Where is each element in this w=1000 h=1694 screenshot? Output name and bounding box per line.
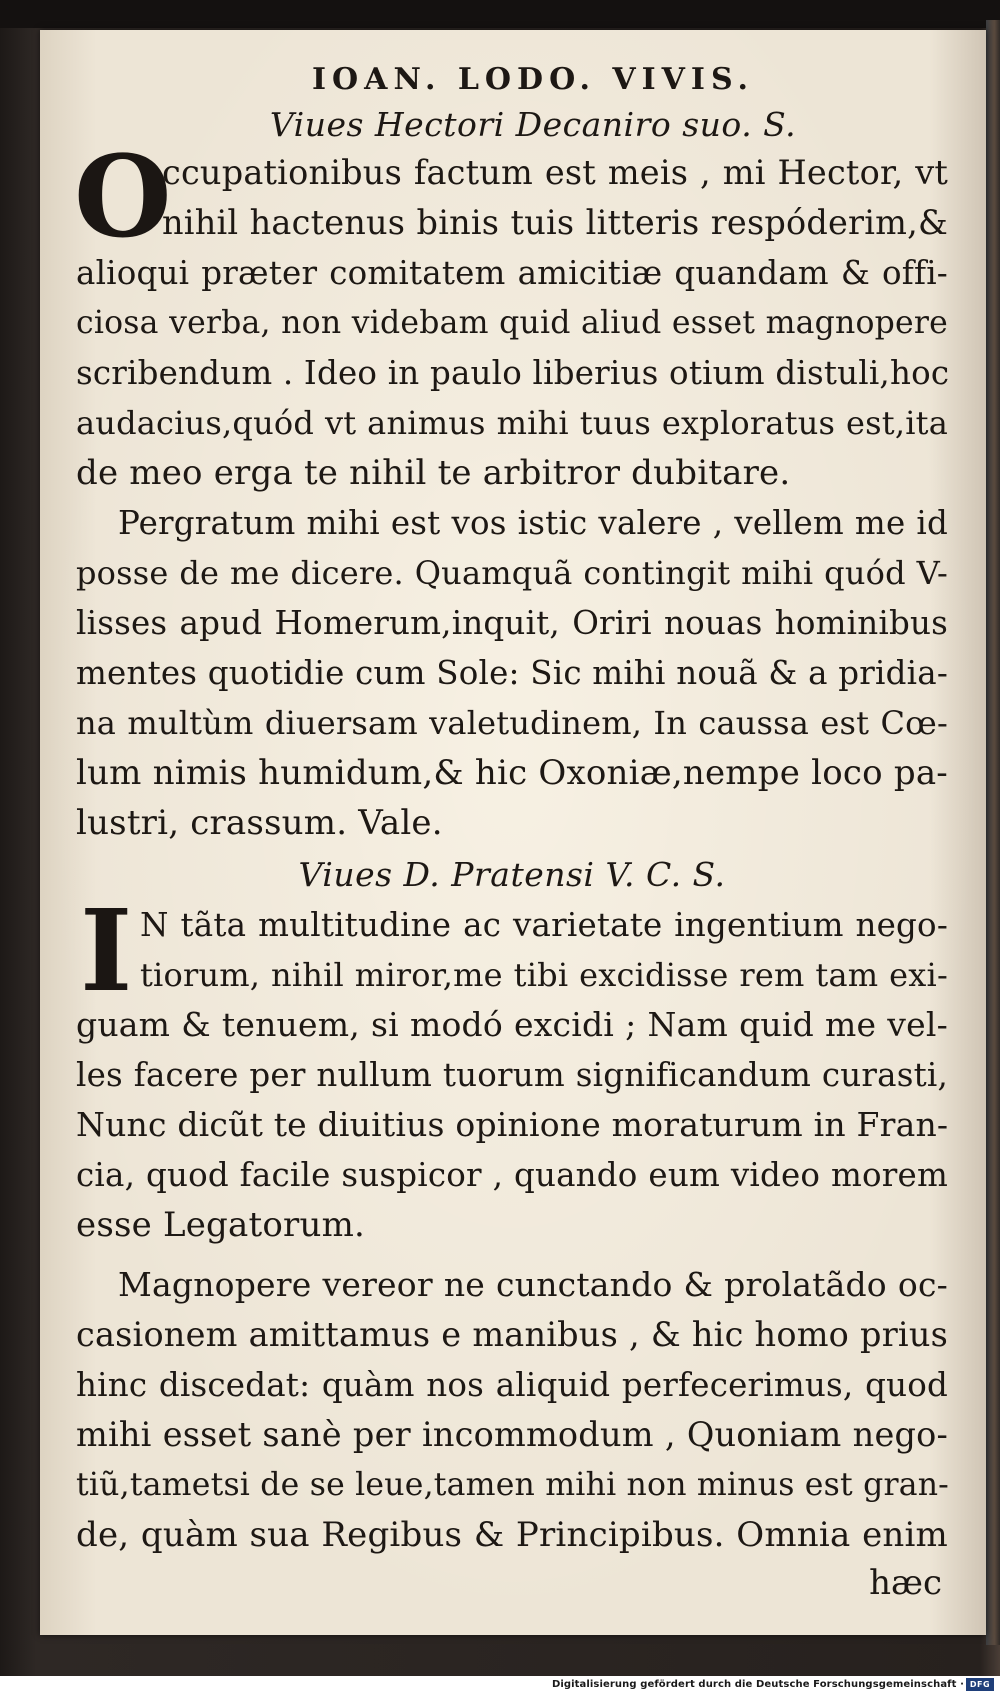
- letter-1-line: lisses apud Homerum,inquit, Oriri nouas hominibus: [76, 604, 948, 642]
- letter-1-line: audacius,quód vt animus mihi tuus exploratus est,ita: [76, 404, 948, 442]
- letter-2-line: casionem amittamus e manibus , & hic homo prius: [76, 1315, 948, 1354]
- book-edge: [986, 20, 1000, 1645]
- letter-1-line: na multùm diuersam valetudinem, In caussa est Cœ-: [76, 704, 948, 742]
- letter-2-line: les facere per nullum tuorum significandum curasti,: [76, 1056, 948, 1094]
- letter-1-drop-cap: O: [74, 132, 172, 263]
- letter-1-line: ccupationibus factum est meis , mi Hector, vt: [162, 153, 948, 192]
- letter-1-line: nihil hactenus binis tuis litteris respóderim,&: [162, 203, 948, 242]
- letter-1-line: Pergratum mihi est vos istic valere , vellem me id: [118, 504, 948, 542]
- letter-1-line: mentes quotidie cum Sole: Sic mihi nouã & a pridia-: [76, 654, 948, 692]
- letter-1-heading: Viues Hectori Decaniro suo. S.: [269, 105, 797, 144]
- letter-2-line: mihi esset sanè per incommodum , Quoniam nego-: [76, 1415, 948, 1454]
- letter-1-line: lustri, crassum. Vale.: [76, 803, 443, 843]
- letter-2-line: Magnopere vereor ne cunctando & prolatãdo oc-: [118, 1265, 948, 1304]
- catchword: hæc: [869, 1563, 942, 1603]
- letter-1-line: lum nimis humidum,& hic Oxoniæ,nempe loco pa-: [76, 753, 948, 793]
- letter-1-line: alioqui præter comitatem amicitiæ quandam & offi-: [76, 254, 948, 292]
- letter-2-line: tiũ,tametsi de se leue,tamen mihi non minus est gran-: [76, 1467, 950, 1503]
- letter-2-line: guam & tenuem, si modó excidi ; Nam quid me vel-: [76, 1005, 948, 1044]
- letter-1-line: posse de me dicere. Quamquã contingit mihi quód V-: [76, 554, 948, 592]
- dfg-logo: DFG: [966, 1678, 994, 1691]
- running-head: IOAN. LODO. VIVIS.: [312, 62, 754, 97]
- letter-2-line: cia, quod facile suspicor , quando eum video morem: [76, 1156, 948, 1194]
- letter-2-heading: Viues D. Pratensi V. C. S.: [298, 855, 726, 894]
- letter-2-drop-cap: I: [80, 886, 133, 1017]
- scan-top-edge: [0, 0, 1000, 28]
- letter-2-line: hinc discedat: quàm nos aliquid perfecerimus, quod: [76, 1366, 948, 1404]
- letter-2-line: de, quàm sua Regibus & Principibus. Omnia enim: [76, 1515, 948, 1555]
- letter-2-line: esse Legatorum.: [76, 1205, 366, 1245]
- letter-1-line: scribendum . Ideo in paulo liberius otium distuli,hoc: [76, 354, 950, 392]
- letter-2-line: Nunc dicũt te diuitius opinione moraturum in Fran-: [76, 1105, 949, 1144]
- letter-1-line: ciosa verba, non videbam quid aliud esset magnopere: [76, 305, 948, 341]
- letter-2-line: tiorum, nihil miror,me tibi excidisse rem tam exi-: [140, 956, 948, 994]
- book-page: [40, 30, 986, 1635]
- letter-2-line: N tãta multitudine ac varietate ingentium nego-: [140, 906, 948, 944]
- letter-1-line: de meo erga te nihil te arbitror dubitare.: [76, 453, 791, 493]
- funding-note: Digitalisierung gefördert durch die Deutsche Forschungsgemeinschaft ·: [551, 1679, 964, 1690]
